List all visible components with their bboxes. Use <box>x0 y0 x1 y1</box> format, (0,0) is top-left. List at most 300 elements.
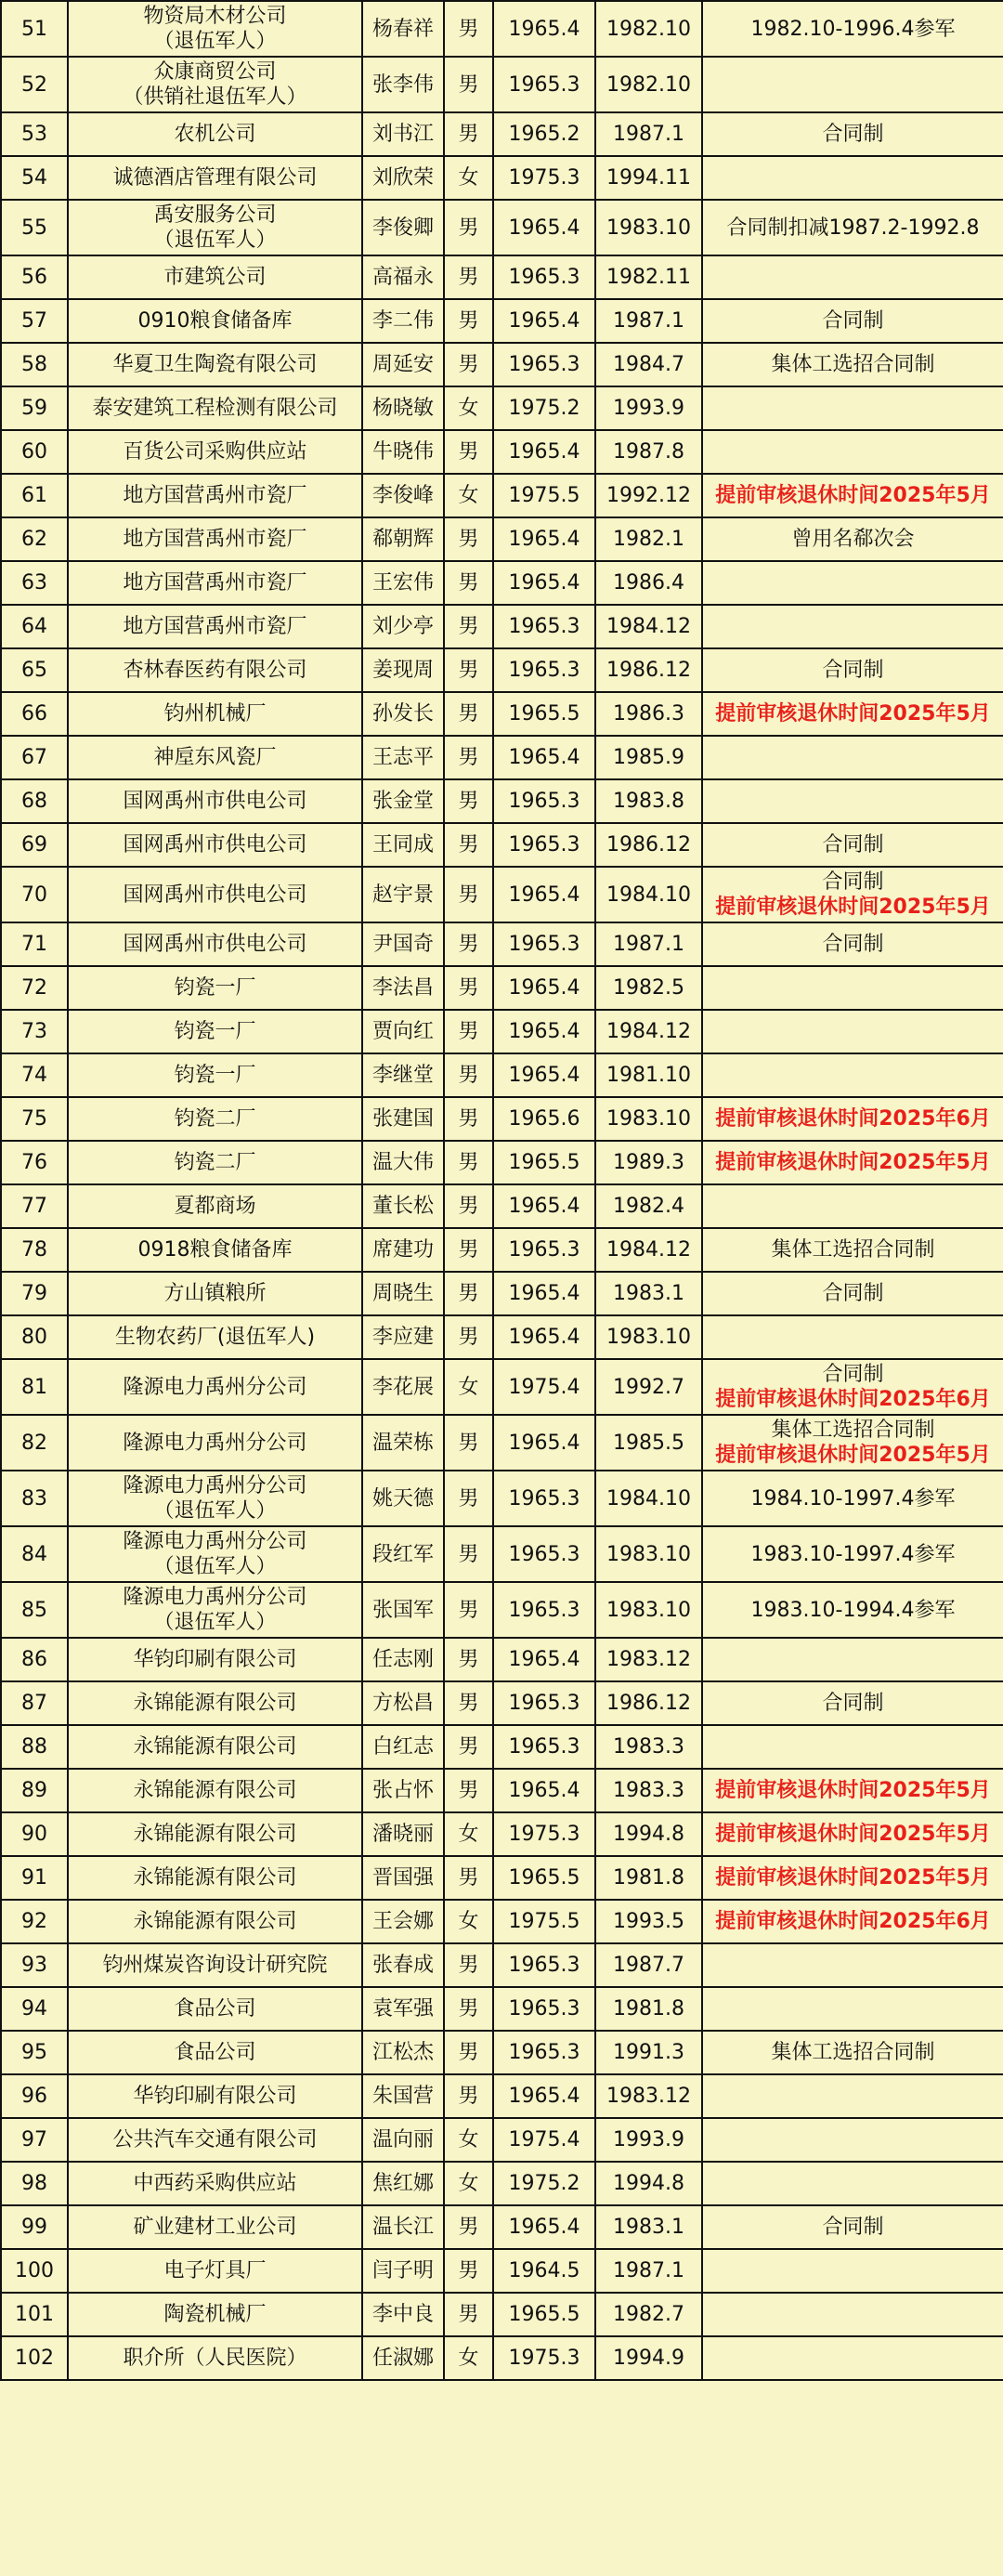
work-start-date: 1984.12 <box>595 1010 702 1053</box>
birth-date: 1965.4 <box>493 867 595 922</box>
unit-cell <box>68 517 362 561</box>
note-text: 合同制 <box>822 2216 884 2239</box>
work-start-date: 1983.8 <box>595 779 702 823</box>
unit-cell <box>68 736 362 779</box>
person-name: 周晓生 <box>362 1272 444 1315</box>
retirement-review-note: 提前审核退休时间2025年5月 <box>715 896 991 919</box>
row-number: 61 <box>1 474 68 517</box>
unit-cell <box>68 2336 362 2380</box>
birth-date: 1965.4 <box>493 736 595 779</box>
person-name: 方松昌 <box>362 1681 444 1725</box>
birth-date: 1965.4 <box>493 430 595 474</box>
table-row <box>1 2162 1003 2205</box>
birth-date: 1965.3 <box>493 1471 595 1526</box>
unit-cell <box>68 779 362 823</box>
unit-cell <box>68 2162 362 2205</box>
unit-name: 陶瓷机械厂 <box>163 2303 267 2326</box>
unit-name: 隆源电力禹州分公司 <box>123 1530 307 1553</box>
table-row <box>1 1725 1003 1769</box>
person-name: 董长松 <box>362 1184 444 1228</box>
birth-date: 1975.4 <box>493 1359 595 1415</box>
person-name: 高福永 <box>362 255 444 299</box>
table-row <box>1 1359 1003 1415</box>
row-number: 53 <box>1 112 68 156</box>
unit-cell <box>68 1053 362 1097</box>
work-start-date: 1986.12 <box>595 823 702 867</box>
note-cell <box>702 2205 1003 2249</box>
gender: 男 <box>444 1638 493 1681</box>
note-cell <box>702 867 1003 922</box>
work-start-date: 1994.8 <box>595 1812 702 1856</box>
note-text: 合同制 <box>822 933 884 956</box>
birth-date: 1965.4 <box>493 299 595 343</box>
row-number: 55 <box>1 200 68 255</box>
row-number: 91 <box>1 1856 68 1900</box>
table-row <box>1 561 1003 605</box>
gender: 女 <box>444 1812 493 1856</box>
gender: 女 <box>444 386 493 430</box>
gender: 男 <box>444 1681 493 1725</box>
gender: 女 <box>444 2336 493 2380</box>
person-name: 郗朝辉 <box>362 517 444 561</box>
row-number: 89 <box>1 1769 68 1812</box>
table-row <box>1 922 1003 966</box>
work-start-date: 1992.12 <box>595 474 702 517</box>
birth-date: 1965.4 <box>493 1 595 57</box>
gender: 男 <box>444 1725 493 1769</box>
person-name: 温长江 <box>362 2205 444 2249</box>
work-start-date: 1982.7 <box>595 2293 702 2336</box>
note-text: 合同制 <box>822 833 884 856</box>
unit-name: 钧瓷二厂 <box>174 1151 256 1174</box>
table-row <box>1 200 1003 255</box>
unit-name: 中西药采购供应站 <box>133 2172 297 2195</box>
gender: 男 <box>444 200 493 255</box>
note-cell <box>702 1856 1003 1900</box>
unit-name: 农机公司 <box>174 123 256 146</box>
unit-name: 钧瓷二厂 <box>174 1107 256 1131</box>
unit-name: 国网禹州市供电公司 <box>123 883 307 907</box>
work-start-date: 1986.12 <box>595 1681 702 1725</box>
unit-name: 隆源电力禹州分公司 <box>123 1375 307 1399</box>
birth-date: 1965.3 <box>493 1681 595 1725</box>
work-start-date: 1993.9 <box>595 386 702 430</box>
note-cell <box>702 1272 1003 1315</box>
table-row <box>1 1141 1003 1184</box>
person-name: 刘书江 <box>362 112 444 156</box>
work-start-date: 1987.8 <box>595 430 702 474</box>
person-name: 王志平 <box>362 736 444 779</box>
unit-name: 隆源电力禹州分公司 <box>123 1474 307 1497</box>
table-row <box>1 386 1003 430</box>
person-name: 李花展 <box>362 1359 444 1415</box>
note-cell <box>702 112 1003 156</box>
unit-cell <box>68 474 362 517</box>
work-start-date: 1984.12 <box>595 605 702 648</box>
row-number: 94 <box>1 1987 68 2031</box>
unit-cell <box>68 1272 362 1315</box>
birth-date: 1965.4 <box>493 517 595 561</box>
gender: 男 <box>444 648 493 692</box>
table-row <box>1 1315 1003 1359</box>
unit-name: 方山镇粮所 <box>163 1282 267 1305</box>
row-number: 83 <box>1 1471 68 1526</box>
work-start-date: 1983.12 <box>595 2074 702 2118</box>
person-name: 晋国强 <box>362 1856 444 1900</box>
gender: 男 <box>444 1582 493 1638</box>
gender: 男 <box>444 430 493 474</box>
note-text: 曾用名郗次会 <box>791 528 915 551</box>
person-name: 李俊峰 <box>362 474 444 517</box>
row-number: 72 <box>1 966 68 1010</box>
person-name: 段红军 <box>362 1526 444 1582</box>
work-start-date: 1987.1 <box>595 112 702 156</box>
person-name: 赵宇景 <box>362 867 444 922</box>
row-number: 65 <box>1 648 68 692</box>
person-name: 任淑娜 <box>362 2336 444 2380</box>
unit-cell <box>68 200 362 255</box>
work-start-date: 1984.10 <box>595 1471 702 1526</box>
table-row <box>1 1582 1003 1638</box>
birth-date: 1965.3 <box>493 1987 595 2031</box>
note-cell <box>702 1471 1003 1526</box>
note-text: 集体工选招合同制 <box>771 353 935 376</box>
table-row <box>1 1681 1003 1725</box>
person-name: 李二伟 <box>362 299 444 343</box>
row-number: 79 <box>1 1272 68 1315</box>
table-row <box>1 517 1003 561</box>
note-cell <box>702 200 1003 255</box>
note-cell <box>702 1987 1003 2031</box>
unit-cell <box>68 966 362 1010</box>
birth-date: 1965.3 <box>493 823 595 867</box>
unit-name: 永锦能源有限公司 <box>133 1779 297 1802</box>
unit-name: 杏林春医药有限公司 <box>123 659 307 682</box>
unit-cell <box>68 57 362 112</box>
unit-cell <box>68 605 362 648</box>
note-cell <box>702 1812 1003 1856</box>
person-name: 李继堂 <box>362 1053 444 1097</box>
retirement-review-note: 提前审核退休时间2025年6月 <box>715 1107 991 1131</box>
row-number: 95 <box>1 2031 68 2074</box>
table-row <box>1 1638 1003 1681</box>
person-name: 王会娜 <box>362 1900 444 1943</box>
gender: 男 <box>444 823 493 867</box>
unit-name: 0910粮食储备库 <box>137 309 293 333</box>
unit-name: 永锦能源有限公司 <box>133 1910 297 1933</box>
person-name: 张占怀 <box>362 1769 444 1812</box>
unit-name: 夏都商场 <box>174 1195 256 1218</box>
person-name: 刘少亭 <box>362 605 444 648</box>
birth-date: 1965.4 <box>493 561 595 605</box>
gender: 男 <box>444 605 493 648</box>
unit-name: 钧瓷一厂 <box>174 1064 256 1087</box>
unit-cell <box>68 2205 362 2249</box>
birth-date: 1965.3 <box>493 343 595 386</box>
work-start-date: 1987.1 <box>595 2249 702 2293</box>
person-name: 牛晓伟 <box>362 430 444 474</box>
unit-name: 永锦能源有限公司 <box>133 1735 297 1759</box>
note-text: 合同制 <box>822 309 884 333</box>
note-cell <box>702 2336 1003 2380</box>
person-name: 闫子明 <box>362 2249 444 2293</box>
gender: 女 <box>444 1359 493 1415</box>
birth-date: 1965.3 <box>493 1582 595 1638</box>
birth-date: 1965.3 <box>493 779 595 823</box>
note-text: 合同制扣减1987.2-1992.8 <box>726 216 980 240</box>
birth-date: 1965.3 <box>493 1725 595 1769</box>
note-text: 1984.10-1997.4参军 <box>750 1486 956 1510</box>
unit-cell <box>68 561 362 605</box>
note-text: 合同制 <box>822 659 884 682</box>
birth-date: 1965.4 <box>493 1184 595 1228</box>
gender: 男 <box>444 561 493 605</box>
work-start-date: 1984.10 <box>595 867 702 922</box>
work-start-date: 1983.3 <box>595 1725 702 1769</box>
unit-cell <box>68 1471 362 1526</box>
gender: 男 <box>444 1228 493 1272</box>
person-name: 尹国奇 <box>362 922 444 966</box>
unit-cell <box>68 112 362 156</box>
gender: 男 <box>444 255 493 299</box>
person-name: 张建国 <box>362 1097 444 1141</box>
unit-cell <box>68 1228 362 1272</box>
birth-date: 1964.5 <box>493 2249 595 2293</box>
unit-name: 钧瓷一厂 <box>174 976 256 1000</box>
note-cell <box>702 1315 1003 1359</box>
note-cell <box>702 2118 1003 2162</box>
note-cell <box>702 922 1003 966</box>
gender: 男 <box>444 1856 493 1900</box>
note-cell <box>702 1900 1003 1943</box>
work-start-date: 1986.4 <box>595 561 702 605</box>
note-text: 集体工选招合同制 <box>771 2041 935 2064</box>
work-start-date: 1983.1 <box>595 2205 702 2249</box>
person-name: 朱国营 <box>362 2074 444 2118</box>
table-row <box>1 1812 1003 1856</box>
table-row <box>1 112 1003 156</box>
work-start-date: 1983.12 <box>595 1638 702 1681</box>
table-row <box>1 1184 1003 1228</box>
person-name: 李应建 <box>362 1315 444 1359</box>
note-text: 合同制 <box>822 870 884 894</box>
person-name: 李法昌 <box>362 966 444 1010</box>
birth-date: 1965.3 <box>493 1526 595 1582</box>
row-number: 102 <box>1 2336 68 2380</box>
unit-name: 地方国营禹州市瓷厂 <box>123 571 307 595</box>
unit-cell <box>68 1010 362 1053</box>
row-number: 73 <box>1 1010 68 1053</box>
birth-date: 1965.4 <box>493 1272 595 1315</box>
person-name: 白红志 <box>362 1725 444 1769</box>
row-number: 98 <box>1 2162 68 2205</box>
gender: 男 <box>444 2205 493 2249</box>
unit-cell <box>68 1725 362 1769</box>
note-text: 1982.10-1996.4参军 <box>750 17 956 41</box>
birth-date: 1975.5 <box>493 474 595 517</box>
person-name: 张金堂 <box>362 779 444 823</box>
birth-date: 1975.2 <box>493 2162 595 2205</box>
unit-name: 永锦能源有限公司 <box>133 1692 297 1715</box>
gender: 男 <box>444 1184 493 1228</box>
birth-date: 1965.4 <box>493 1638 595 1681</box>
note-text: 合同制 <box>822 1282 884 1305</box>
person-name: 姜现周 <box>362 648 444 692</box>
person-name: 李俊卿 <box>362 200 444 255</box>
retirement-review-note: 提前审核退休时间2025年5月 <box>715 1866 991 1890</box>
work-start-date: 1987.7 <box>595 1943 702 1987</box>
unit-name: 钧州煤炭咨询设计研究院 <box>102 1954 328 1977</box>
note-cell <box>702 966 1003 1010</box>
note-cell <box>702 1681 1003 1725</box>
unit-name: （供销社退伍军人） <box>123 85 307 109</box>
table-row <box>1 1272 1003 1315</box>
note-cell <box>702 1943 1003 1987</box>
unit-name: 永锦能源有限公司 <box>133 1823 297 1846</box>
birth-date: 1965.4 <box>493 1769 595 1812</box>
row-number: 74 <box>1 1053 68 1097</box>
table-row <box>1 57 1003 112</box>
person-name: 李中良 <box>362 2293 444 2336</box>
note-cell <box>702 1638 1003 1681</box>
note-text: 1983.10-1994.4参军 <box>750 1598 956 1622</box>
row-number: 56 <box>1 255 68 299</box>
retirement-review-note: 提前审核退休时间2025年5月 <box>715 484 991 507</box>
row-number: 87 <box>1 1681 68 1725</box>
birth-date: 1965.5 <box>493 2293 595 2336</box>
unit-name: 物资局木材公司 <box>143 5 287 28</box>
note-cell <box>702 1359 1003 1415</box>
gender: 男 <box>444 922 493 966</box>
table-row <box>1 2074 1003 2118</box>
birth-date: 1965.4 <box>493 1415 595 1471</box>
note-text: 集体工选招合同制 <box>771 1238 935 1262</box>
gender: 男 <box>444 1141 493 1184</box>
unit-name: 众康商贸公司 <box>153 60 277 84</box>
birth-date: 1975.3 <box>493 1812 595 1856</box>
birth-date: 1975.2 <box>493 386 595 430</box>
birth-date: 1965.5 <box>493 1141 595 1184</box>
note-cell <box>702 1228 1003 1272</box>
retirement-review-note: 提前审核退休时间2025年5月 <box>715 1151 991 1174</box>
unit-name: 国网禹州市供电公司 <box>123 833 307 856</box>
table-row <box>1 156 1003 200</box>
row-number: 69 <box>1 823 68 867</box>
note-cell <box>702 2162 1003 2205</box>
birth-date: 1965.5 <box>493 1856 595 1900</box>
row-number: 60 <box>1 430 68 474</box>
unit-name: （退伍军人） <box>153 1499 277 1523</box>
row-number: 63 <box>1 561 68 605</box>
work-start-date: 1981.10 <box>595 1053 702 1097</box>
gender: 男 <box>444 1987 493 2031</box>
row-number: 81 <box>1 1359 68 1415</box>
note-cell <box>702 1526 1003 1582</box>
note-cell <box>702 1415 1003 1471</box>
birth-date: 1965.3 <box>493 605 595 648</box>
note-text: 合同制 <box>822 1692 884 1715</box>
retirement-review-note: 提前审核退休时间2025年6月 <box>715 1388 991 1411</box>
gender: 男 <box>444 1053 493 1097</box>
row-number: 70 <box>1 867 68 922</box>
birth-date: 1965.3 <box>493 57 595 112</box>
row-number: 62 <box>1 517 68 561</box>
person-name: 焦红娜 <box>362 2162 444 2205</box>
unit-name: 公共汽车交通有限公司 <box>112 2128 318 2151</box>
gender: 男 <box>444 2031 493 2074</box>
gender: 男 <box>444 867 493 922</box>
table-row <box>1 966 1003 1010</box>
note-cell <box>702 1053 1003 1097</box>
row-number: 100 <box>1 2249 68 2293</box>
gender: 男 <box>444 299 493 343</box>
table-row <box>1 823 1003 867</box>
unit-cell <box>68 1184 362 1228</box>
row-number: 64 <box>1 605 68 648</box>
birth-date: 1965.3 <box>493 648 595 692</box>
unit-cell <box>68 692 362 736</box>
birth-date: 1965.4 <box>493 2205 595 2249</box>
table-row <box>1 1943 1003 1987</box>
note-cell <box>702 1184 1003 1228</box>
work-start-date: 1982.5 <box>595 966 702 1010</box>
birth-date: 1965.5 <box>493 692 595 736</box>
person-name: 潘晓丽 <box>362 1812 444 1856</box>
work-start-date: 1991.3 <box>595 2031 702 2074</box>
note-cell <box>702 156 1003 200</box>
table-row <box>1 1856 1003 1900</box>
note-cell <box>702 779 1003 823</box>
unit-cell <box>68 1681 362 1725</box>
gender: 男 <box>444 517 493 561</box>
table-row <box>1 1987 1003 2031</box>
birth-date: 1965.3 <box>493 922 595 966</box>
note-cell <box>702 430 1003 474</box>
row-number: 84 <box>1 1526 68 1582</box>
gender: 男 <box>444 966 493 1010</box>
unit-cell <box>68 867 362 922</box>
work-start-date: 1982.1 <box>595 517 702 561</box>
note-text: 1983.10-1997.4参军 <box>750 1542 956 1566</box>
unit-cell <box>68 1415 362 1471</box>
birth-date: 1975.4 <box>493 2118 595 2162</box>
unit-name: 诚德酒店管理有限公司 <box>112 166 318 190</box>
row-number: 54 <box>1 156 68 200</box>
unit-name: 泰安建筑工程检测有限公司 <box>92 397 338 420</box>
row-number: 82 <box>1 1415 68 1471</box>
person-name: 张春成 <box>362 1943 444 1987</box>
row-number: 59 <box>1 386 68 430</box>
unit-name: 食品公司 <box>174 2041 256 2064</box>
unit-name: （退伍军人） <box>153 229 277 252</box>
unit-cell <box>68 1582 362 1638</box>
unit-name: 0918粮食储备库 <box>137 1238 293 1262</box>
note-cell <box>702 1769 1003 1812</box>
work-start-date: 1983.3 <box>595 1769 702 1812</box>
person-name: 王宏伟 <box>362 561 444 605</box>
gender: 女 <box>444 2118 493 2162</box>
table-row <box>1 1 1003 57</box>
unit-cell <box>68 1638 362 1681</box>
table-body <box>1 1 1003 2380</box>
row-number: 75 <box>1 1097 68 1141</box>
unit-cell <box>68 2249 362 2293</box>
work-start-date: 1983.10 <box>595 1315 702 1359</box>
gender: 男 <box>444 1315 493 1359</box>
person-name: 刘欣荣 <box>362 156 444 200</box>
birth-date: 1965.4 <box>493 200 595 255</box>
row-number: 52 <box>1 57 68 112</box>
